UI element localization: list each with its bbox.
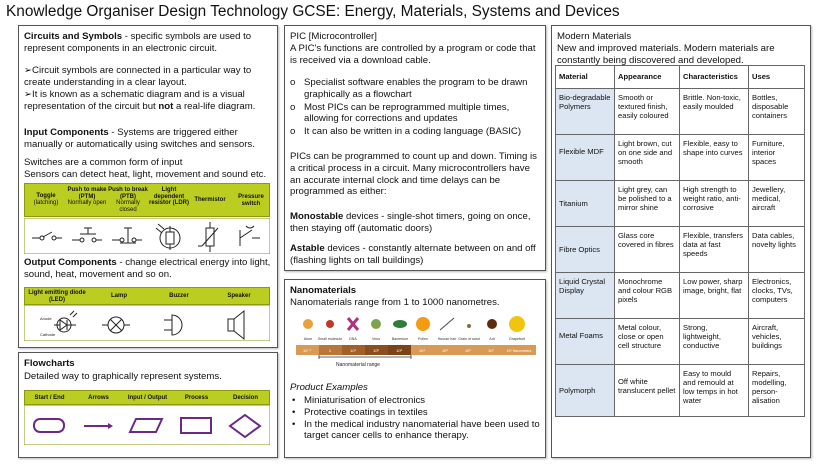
material-cell: Titanium	[556, 181, 615, 227]
materials-header-row	[556, 66, 805, 89]
scale-label: Small molecule	[317, 337, 343, 341]
uses-cell: Jewellery, medical, aircraft	[749, 181, 805, 227]
material-cell: Polymorph	[556, 365, 615, 417]
input-components: Input Components - Systems are triggered either manually or automatically using switches and sensors.	[24, 127, 255, 150]
output-cell-buzzer: Buzzer	[169, 293, 189, 299]
scale-power: 10⁵	[441, 348, 449, 353]
input-components-table	[24, 183, 270, 217]
molecule-icon	[326, 320, 334, 328]
flow-cell-decision: Decision	[232, 395, 258, 401]
flowchart-table	[24, 390, 270, 405]
circuits-bullet-2: ➢It is known as a schematic diagram and is a visual representation of the circuit but not a real-life diagram.	[24, 89, 256, 112]
table-row	[556, 181, 805, 227]
scale-label: Virus	[371, 337, 381, 341]
bacterium-icon	[393, 320, 407, 328]
atom-icon	[303, 319, 313, 329]
characteristics-cell: Flexible, transfers data at fast speeds	[680, 227, 749, 273]
example-item: • Miniaturisation of electronics	[292, 395, 426, 406]
table-row	[556, 135, 805, 181]
scale-label: Bacterium	[391, 337, 409, 341]
circuits-intro: Circuits and Symbols - specific symbols are used to represent components in an electronic circuit.	[24, 31, 252, 54]
col-header: Material	[556, 66, 615, 89]
appearance-cell: Glass core covered in fibres	[615, 227, 680, 273]
input-cell-pressure: Pressure switch	[238, 194, 264, 207]
scale-label: Human hair	[437, 337, 457, 341]
appearance-cell: Metal colour, close or open cell structure	[615, 319, 680, 365]
scale-power: 10⁶	[464, 348, 472, 353]
pic-bullet: o It can also be written in a coding language (BASIC)	[290, 126, 522, 138]
examples-list	[290, 395, 542, 442]
circuits-bullet-1: ➢Circuit symbols are connected in a particular way to create understanding in a clear layout.	[24, 65, 252, 88]
pic-bullet-list	[290, 77, 542, 138]
output-heading: Output Components	[24, 257, 117, 268]
input-cell-ptm: Push to make (PTM) Normally open	[67, 187, 107, 207]
monostable-text: Monostable devices - single-shot timers, going on once, then staying off (automatic doors)	[290, 211, 531, 234]
examples-heading: Product Examples	[290, 382, 368, 393]
material-cell: Metal Foams	[556, 319, 615, 365]
material-cell: Bio-degradable Polymers	[556, 89, 615, 135]
input-cell-ptb: Push to break (PTB) Normally closed	[108, 187, 148, 213]
scale-power: 10²	[373, 348, 379, 353]
input-cell-thermistor: Thermistor	[194, 197, 226, 203]
scale-label: DNA	[349, 337, 357, 341]
grapefruit-icon	[509, 316, 525, 332]
output-components-table	[24, 287, 270, 305]
scale-power: 10⁷	[488, 348, 494, 353]
output-cell-led: Light emitting diode (LED)	[28, 290, 86, 303]
virus-icon	[371, 319, 381, 329]
flowchart-symbols	[24, 405, 270, 445]
uses-cell: Aircraft, vehicles, buildings	[749, 319, 805, 365]
scale-power: 1	[328, 348, 332, 353]
uses-cell: Electronics, clocks, TVs, computers	[749, 273, 805, 319]
uses-cell: Data cables, novelty lights	[749, 227, 805, 273]
scale-label: Ant	[489, 337, 495, 341]
nano-heading: Nanomaterials	[290, 285, 357, 296]
ant-icon	[487, 319, 497, 329]
hair-icon	[440, 318, 454, 330]
table-row	[556, 89, 805, 135]
switches-line: Switches are a common form of input	[24, 157, 183, 168]
flowcharts-heading: Flowcharts	[24, 358, 75, 369]
scale-label: Grapefruit	[509, 337, 525, 341]
sensors-line: Sensors can detect heat, light, movement and sound etc.	[24, 169, 267, 180]
appearance-cell: Smooth or textured finish, easily coloured	[615, 89, 680, 135]
pic-bullet: o Specialist software enables the program to be drawn graphically as a flowchart	[290, 77, 528, 100]
pic-heading: PIC [Microcontroller]	[290, 31, 377, 42]
material-cell: Fibre Optics	[556, 227, 615, 273]
characteristics-cell: High strength to weight ratio, anti-corrosive	[680, 181, 749, 227]
led-anode-label: Anode	[40, 316, 52, 321]
modern-text: New and improved materials. Modern materials are constantly being discovered and developed.	[557, 43, 775, 66]
scale-power: 10⁴	[418, 348, 426, 353]
appearance-cell: Off white translucent pellet	[615, 365, 680, 417]
nano-scale-icons	[303, 316, 525, 332]
modern-heading: Modern Materials	[557, 31, 632, 42]
pic-para: PICs can be programmed to count up and down. Timing is a critical process in a circuit. Many microcontrollers have an accurate internal clock and time delays can be programmed as either:	[290, 151, 537, 198]
dna-icon	[348, 318, 358, 330]
nano-range-label: Nanomaterial range	[336, 362, 380, 368]
page-title: Knowledge Organiser Design Technology GCSE: Energy, Materials, Systems and Devices	[6, 3, 620, 20]
scale-power: 10³	[396, 348, 402, 353]
flow-cell-start-end: Start / End	[34, 395, 65, 401]
output-symbols	[24, 305, 270, 341]
characteristics-cell: Flexible, easy to shape into curves	[680, 135, 749, 181]
pic-intro: A PIC's functions are controlled by a program or code that is received via a download cable.	[290, 43, 536, 66]
scale-label: Pollen	[418, 337, 428, 341]
input-cell-toggle: Toggle (latching)	[33, 193, 59, 206]
col-header: Uses	[749, 66, 805, 89]
table-row	[556, 365, 805, 417]
output-cell-lamp: Lamp	[110, 293, 127, 299]
uses-cell: Repairs, modelling, person-alisation	[749, 365, 805, 417]
flow-cell-process: Process	[184, 395, 209, 401]
circuits-heading: Circuits and Symbols	[24, 31, 123, 42]
flow-cell-arrows: Arrows	[88, 395, 109, 401]
appearance-cell: Monochrome and colour RGB pixels	[615, 273, 680, 319]
col-header: Characteristics	[680, 66, 749, 89]
pollen-icon	[416, 317, 430, 331]
characteristics-cell: Strong, lightweight, conductive	[680, 319, 749, 365]
table-row	[556, 227, 805, 273]
characteristics-cell: Low power, sharp image, bright, flat	[680, 273, 749, 319]
nano-scale-figure	[296, 312, 536, 376]
uses-cell: Bottles, disposable containers	[749, 89, 805, 135]
col-header: Appearance	[615, 66, 680, 89]
material-cell: Flexible MDF	[556, 135, 615, 181]
characteristics-cell: Easy to mould and remould at low temps in hot water	[680, 365, 749, 417]
uses-cell: Furniture, interior spaces	[749, 135, 805, 181]
scale-power: 10¹	[350, 348, 356, 353]
appearance-cell: Light grey, can be polished to a mirror shine	[615, 181, 680, 227]
pic-bullet: o Most PICs can be reprogrammed multiple times, allowing for corrections and updates	[290, 101, 510, 125]
materials-table	[555, 65, 805, 417]
characteristics-cell: Brittle. Non-toxic, easily moulded	[680, 89, 749, 135]
scale-power: 10⁻¹	[303, 348, 311, 353]
sand-icon	[467, 324, 471, 328]
material-cell: Liquid Crystal Display	[556, 273, 615, 319]
input-heading: Input Components	[24, 127, 109, 138]
astable-text: Astable devices - constantly alternate between on and off (flashing lights on tall buildings)	[290, 243, 536, 266]
output-components: Output Components - change electrical energy into light, sound, heat, movement and so on.	[24, 257, 271, 280]
table-row	[556, 273, 805, 319]
appearance-cell: Light brown, cut on one side and smooth	[615, 135, 680, 181]
input-symbols	[24, 218, 270, 254]
example-item: • Protective coatings in textiles	[292, 406, 428, 418]
scale-label: Atom	[303, 337, 313, 341]
flowcharts-text: Detailed way to graphically represent systems.	[24, 371, 222, 382]
scale-power: 10⁸ Nanometers	[506, 349, 532, 353]
output-cell-speaker: Speaker	[227, 293, 251, 299]
scale-bar	[296, 345, 536, 355]
nano-text: Nanomaterials range from 1 to 1000 nanometres.	[290, 297, 500, 308]
input-cell-ldr: Light dependent resistor (LDR)	[149, 187, 190, 207]
led-cathode-label: Cathode	[40, 332, 56, 337]
table-row	[556, 319, 805, 365]
example-item: • In the medical industry nanomaterial have been used to target cancer cells to enhance therapy.	[292, 418, 540, 442]
flow-cell-input-output: Input / Output	[127, 395, 168, 401]
scale-label: Grain of sand	[458, 337, 480, 341]
